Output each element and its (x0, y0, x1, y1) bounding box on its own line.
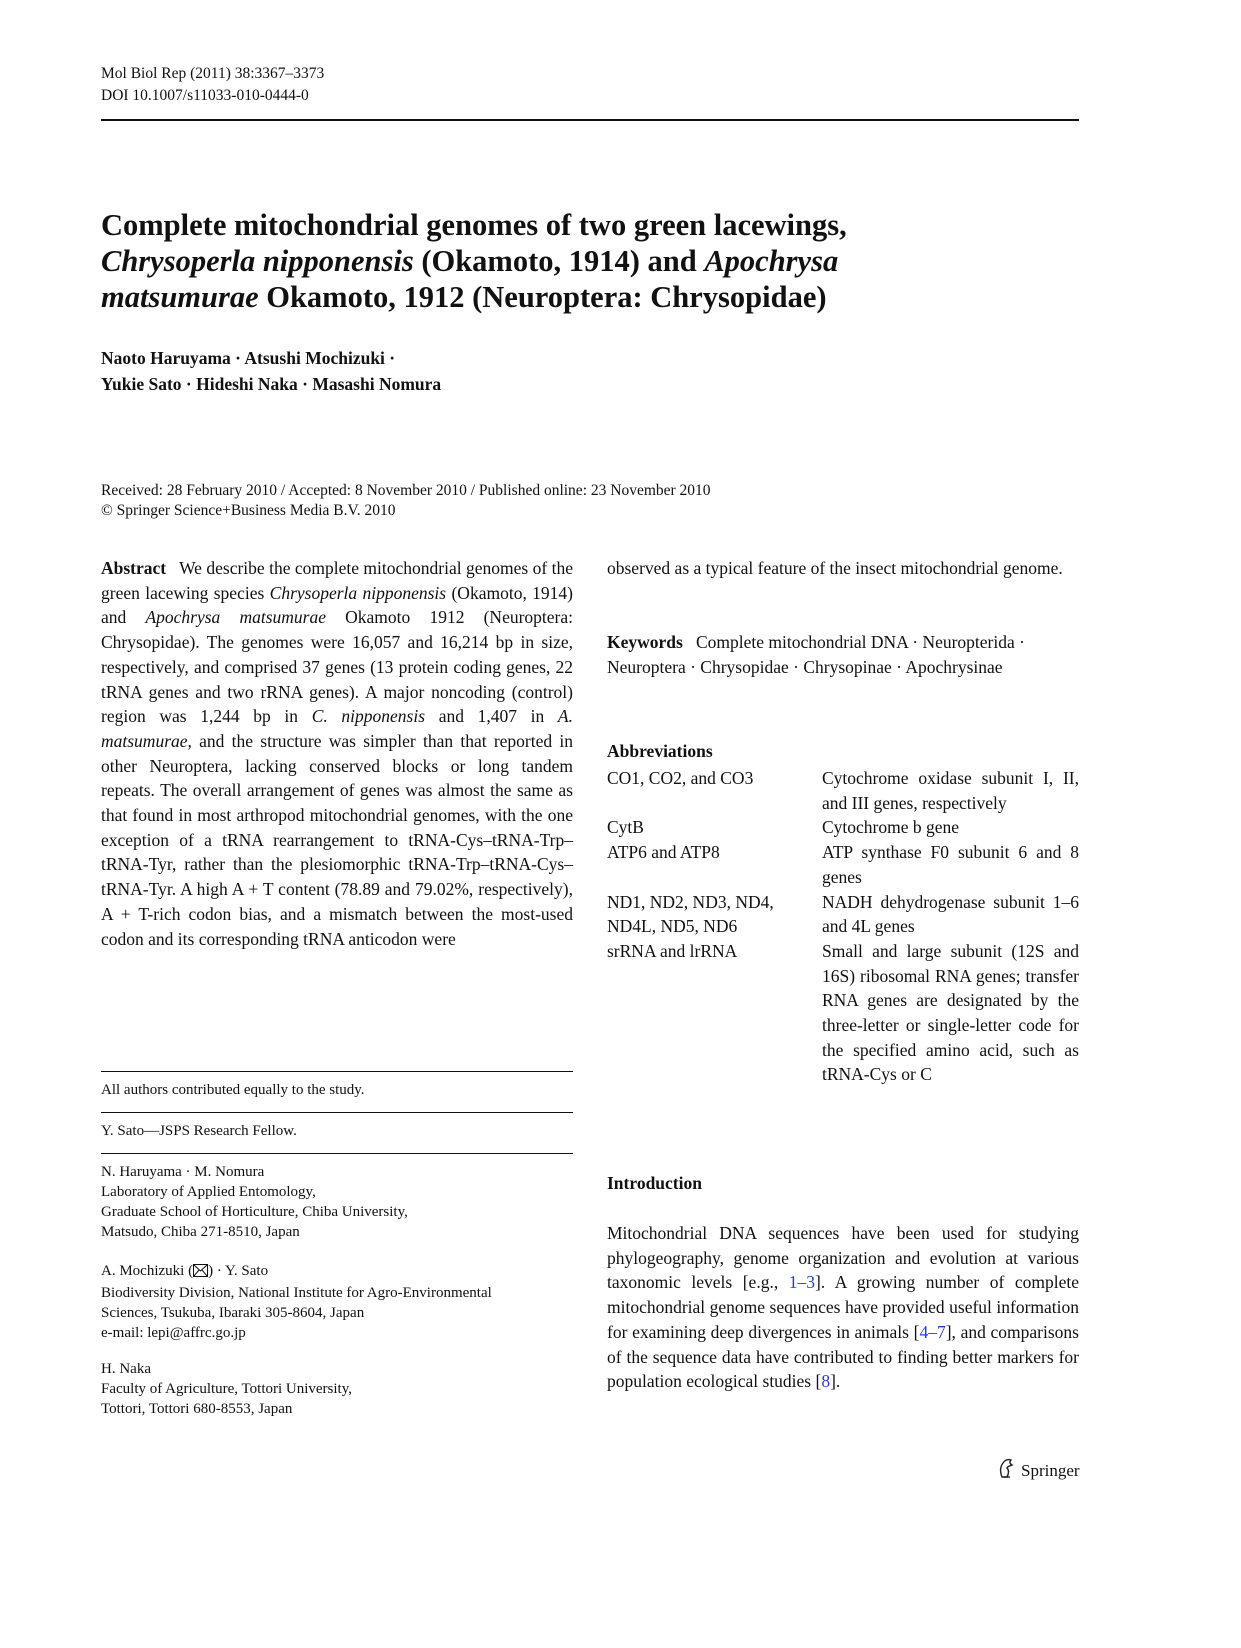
fellowship-note: Y. Sato—JSPS Research Fellow. (101, 1123, 297, 1139)
footnote-rule (101, 1112, 573, 1113)
introduction-heading: Introduction (607, 1173, 702, 1193)
publisher-logo (996, 1457, 1080, 1484)
reference-link[interactable]: 4–7 (919, 1321, 946, 1342)
abbreviation-row: CytB Cytochrome b gene (607, 817, 960, 838)
abbreviation-row: ND1, ND2, ND3, ND4, ND4L, ND5, ND6 NADH dehydrogenase subunit 1–6 and 4L genes (607, 891, 1079, 937)
doi: DOI 10.1007/s11033-010-0444-0 (101, 87, 309, 104)
envelope-icon (193, 1263, 208, 1283)
affiliation: A. Mochizuki ( ) · Y. Sato Biodiversity Division, National Institute for Agro-Environmental Sciences, Tsukuba, Ibaraki 305-8604, Japan e-mail: lepi@affrc.go.jp (101, 1261, 573, 1343)
contribution-note: All authors contributed equally to the study. (101, 1082, 365, 1098)
keywords: Keywords Complete mitochondrial DNA · Neuropterida · Neuroptera · Chrysopidae · Chrysopinae · Apochrysinae (607, 632, 1025, 677)
abstract-continued: observed as a typical feature of the insect mitochondrial genome. (607, 558, 1063, 578)
abstract: Abstract We describe the complete mitochondrial genomes of the green lacewing species Chrysoperla nipponensis (Okamoto, 1914) and Apochrysa matsumurae Okamoto 1912 (Neuroptera: Chrysopidae). The genomes were 16,057 and 16,214 bp in size, respectively, and comprised 37 genes (13 protein coding genes, 22 tRNA genes and two rRNA genes). A major noncoding (control) region was 1,244 bp in C. nipponensis and 1,407 in A. matsumurae, and the structure was simpler than that reported in other Neuroptera, lacking conserved blocks or long tandem repeats. The overall arrangement of genes was almost the same as that found in most arthropod mitochondrial genomes, with the one exception of a tRNA rearrangement to tRNA-Cys–tRNA-Trp–tRNA-Tyr, rather than the plesiomorphic tRNA-Trp–tRNA-Cys–tRNA-Tyr. A high A + T content (78.89 and 79.02%, respectively), A + T-rich codon bias, and a mismatch between the most-used codon and its corresponding tRNA anticodon were (101, 558, 574, 949)
abstract-label: Abstract (101, 558, 167, 578)
header-rule (101, 119, 1079, 121)
email-link[interactable]: e-mail: lepi@affrc.go.jp (101, 1325, 246, 1341)
abbreviation-row: srRNA and lrRNA Small and large subunit (12S and 16S) ribosomal RNA genes; transfer RNA genes are designated by the three-letter or single-letter code for the specified amino acid, such as tRNA-Cys or C (607, 940, 1079, 1085)
article-title: Complete mitochondrial genomes of two green lacewings, Chrysoperla nipponensis (Okamoto, 1914) and Apochrysa matsumurae Okamoto, 1912 (Neuroptera: Chrysopidae) (101, 208, 847, 314)
abbreviations-list (607, 766, 1079, 1087)
reference-link[interactable]: 1–3 (788, 1272, 815, 1293)
publication-dates: Received: 28 February 2010 / Accepted: 8 November 2010 / Published online: 23 November 2010 © Springer Science+Business Media B.V. 2010 (101, 482, 711, 519)
abbreviation-row: CO1, CO2, and CO3 Cytochrome oxidase subunit I, II, and III genes, respectively (607, 768, 1079, 813)
footnote-rule (101, 1153, 573, 1154)
journal-citation: Mol Biol Rep (2011) 38:3367–3373 (101, 65, 325, 82)
abbreviation-row: ATP6 and ATP8 ATP synthase F0 subunit 6 and 8 genes (607, 842, 1079, 887)
abbreviations-heading: Abbreviations (607, 741, 713, 761)
author-list: Naoto Haruyama · Atsushi Mochizuki · Yukie Sato · Hideshi Naka · Masashi Nomura (101, 348, 442, 394)
copyright: © Springer Science+Business Media B.V. 2010 (101, 502, 396, 519)
affiliation: H. Naka Faculty of Agriculture, Tottori University, Tottori, Tottori 680-8553, Japan (101, 1361, 352, 1417)
keywords-label: Keywords (607, 632, 683, 652)
springer-horse-icon (996, 1457, 1016, 1484)
introduction-text: Mitochondrial DNA sequences have been used for studying phylogeography, genome organization and evolution at various taxonomic levels [e.g., 1–3]. A growing number of complete mitochondrial genome sequences have provided useful information for examining deep divergences in animals [4–7], and comparisons of the sequence data have contributed to finding better markers for population ecological studies [8]. (607, 1223, 1079, 1392)
footnote-rule (101, 1071, 573, 1072)
affiliation: N. Haruyama · M. Nomura Laboratory of Applied Entomology, Graduate School of Horticulture, Chiba University, Matsudo, Chiba 271-8510, Japan (101, 1164, 408, 1240)
reference-link[interactable]: 8 (821, 1371, 831, 1392)
running-header (101, 63, 324, 107)
publisher-name: Springer (1021, 1460, 1080, 1480)
